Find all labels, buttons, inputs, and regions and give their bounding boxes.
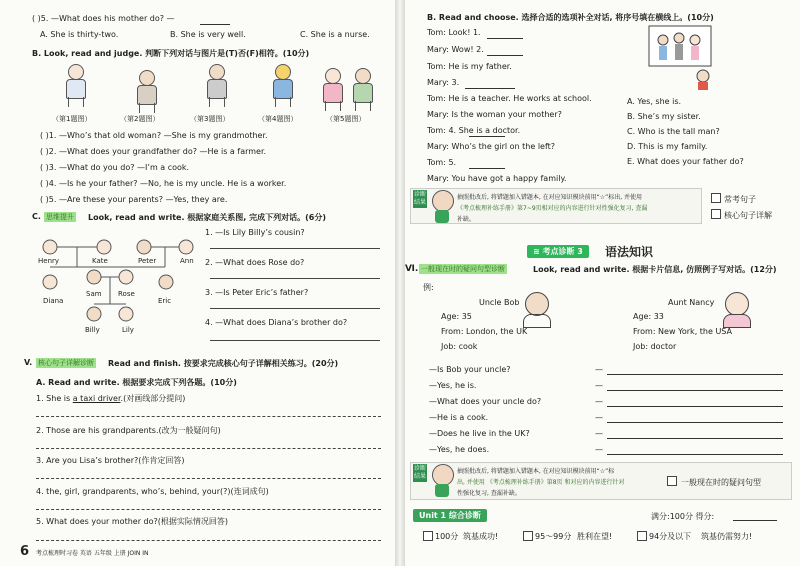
option-d: D. This is my family. (627, 142, 708, 151)
judge-item-1: ( )1. —Who’s that old woman? —She is my grandmother. (40, 131, 268, 140)
tree-diana: Diana (43, 297, 64, 305)
uncle-bob-avatar (521, 292, 551, 326)
card-2-age: Age: 33 (633, 312, 664, 321)
checkbox-label-2: 核心句子详解 (724, 211, 772, 220)
footer-text: 考点梳理时习卷 英语 五年级 上册 JOIN IN (36, 550, 149, 557)
grade-1-text: 筑基成功! (463, 532, 499, 541)
figure-farmer (126, 68, 166, 114)
judge-item-3: ( )3. —What do you do? —I’m a cook. (40, 163, 190, 172)
judge-item-4: ( )4. —Is he your father? —No, he is my uncle. He is a worker. (40, 179, 287, 188)
dialog-line-4: Mary: 3. (427, 78, 460, 87)
dialog-line-7: Tom: 4. She is a doctor. (427, 126, 521, 135)
book-gutter (395, 0, 405, 566)
checkbox[interactable] (423, 531, 433, 541)
example-line-5: —Does he live in the UK? (429, 429, 530, 438)
tree-rose: Rose (118, 290, 135, 298)
unit-tag: Unit 1 综合诊断 (413, 509, 487, 522)
section-c-tag: 思维提升 (46, 213, 74, 221)
grade-2-text: 胜利在望! (577, 532, 613, 541)
example-line-3: —What does your uncle do? (429, 397, 542, 406)
tree-question-2: 2. —What does Rose do? (205, 258, 305, 267)
tree-question-4: 4. —What does Diana’s brother do? (205, 318, 348, 327)
write-question-2: 2. Those are his grandparents.(改为一般疑问句) (36, 426, 221, 435)
option-c: C. Who is the tall man? (627, 127, 720, 136)
judge-item-2: ( )2. —What does your grandfather do? —He is a farmer. (40, 147, 267, 156)
tree-eric: Eric (158, 297, 172, 305)
option-b: B. She’s my sister. (627, 112, 701, 121)
diagnosis-stamp: 诊断结果 (413, 191, 426, 206)
answer-line[interactable] (36, 540, 381, 541)
card-1-job: Job: cook (441, 342, 478, 351)
card-1-from: From: London, the UK (441, 327, 528, 336)
answer-line[interactable] (487, 28, 523, 39)
diagnosis-text-2: 出, 并使用 《考点梳理补练手册》第8页 和对应的内容进行针对 (457, 479, 625, 486)
card-1-name: Uncle Bob (479, 298, 520, 307)
section-c-label: C. (32, 212, 41, 221)
answer-line[interactable] (465, 78, 515, 89)
page-number: 6 (20, 544, 30, 559)
family-photo-illustration (643, 24, 719, 90)
caption-1: （第1题图） (52, 115, 92, 123)
family-tree-lines (30, 232, 205, 332)
answer-line[interactable] (607, 390, 783, 391)
judge-item-5: ( )5. —Are these your parents? —Yes, they are. (40, 195, 228, 204)
dialog-line-5: Tom: He is a teacher. He works at school. (427, 94, 592, 103)
section-c-title: Look, read and write. 根据家庭关系图, 完成下列对话。(6分) (88, 213, 326, 222)
option-a: A. She is thirty-two. (40, 30, 119, 39)
section-v-num: V. (24, 358, 33, 367)
score-input[interactable] (733, 520, 777, 521)
answer-line[interactable] (210, 248, 380, 249)
option-c: C. She is a nurse. (300, 30, 370, 39)
dialog-line-2: Mary: Wow! 2. (427, 45, 484, 54)
diagnosis-text-1: 抽照批改后, 将错题加入错题本, 在对应知识模块前用“☆”标 (457, 468, 615, 475)
answer-line[interactable] (210, 340, 380, 341)
tree-question-1: 1. —Is Lily Billy’s cousin? (205, 228, 305, 237)
diagnosis-text-3: 性强化复习, 查漏补缺。 (457, 490, 521, 497)
answer-line[interactable] (469, 126, 505, 137)
example-label: 例: (423, 283, 434, 292)
tree-kate: Kate (92, 257, 108, 265)
section-b-title: B. Read and choose. 选择合适的选项补全对话, 将序号填在横线上。(10分) (427, 13, 714, 22)
answer-line[interactable] (607, 438, 783, 439)
answer-line[interactable] (607, 406, 783, 407)
right-page (405, 0, 800, 566)
option-e: E. What does your father do? (627, 157, 744, 166)
answer-line[interactable] (36, 478, 381, 479)
caption-3: （第3题图） (190, 115, 230, 123)
example-line-2: —Yes, he is. (429, 381, 477, 390)
score-label: 满分:100分 得分: (651, 512, 715, 521)
checkbox-label: 一般现在时的疑问句型 (681, 478, 761, 487)
grade-3-text: 筑基仍需努力! (701, 532, 753, 541)
dialog-line-1: Tom: Look! 1. (427, 28, 481, 37)
tree-sam: Sam (86, 290, 102, 298)
q5-question: ( )5. —What does his mother do? — (32, 14, 175, 23)
checkbox[interactable] (711, 193, 721, 203)
caption-5: （第5题图） (326, 115, 366, 123)
dash: — (595, 381, 603, 390)
dash: — (595, 445, 603, 454)
mascot-icon (429, 190, 455, 224)
caption-4: （第4题图） (258, 115, 298, 123)
aunt-nancy-avatar (721, 292, 751, 326)
answer-line[interactable] (469, 158, 505, 169)
figure-cook (196, 62, 236, 108)
tree-lily: Lily (122, 326, 134, 334)
write-question-4: 4. the, girl, grandparents, who’s, behind, your(?)(连词成句) (36, 487, 269, 496)
answer-line[interactable] (36, 448, 381, 449)
mascot-icon (429, 464, 455, 498)
answer-line[interactable] (607, 422, 783, 423)
answer-line[interactable] (487, 45, 523, 56)
section-title: 语法知识 (605, 245, 654, 259)
section-v-tag: 核心句子详解诊断 (38, 359, 94, 367)
tree-henry: Henry (38, 257, 60, 265)
diagnosis-text-1: 抽照批改后, 将错题加入错题本, 在对应知识模块前用“☆”标出, 并使用 (457, 194, 643, 201)
section-a-title: A. Read and write. 根据要求完成下列各题。(10分) (36, 378, 237, 387)
tree-peter: Peter (138, 257, 157, 265)
dialog-line-8: Mary: Who’s the girl on the left? (427, 142, 556, 151)
dash: — (595, 429, 603, 438)
answer-line[interactable] (36, 509, 381, 510)
card-1-age: Age: 35 (441, 312, 472, 321)
answer-line[interactable] (607, 454, 783, 455)
answer-line[interactable] (607, 374, 783, 375)
dialog-line-3: Tom: He is my father. (427, 62, 512, 71)
dialog-line-10: Mary: You have got a happy family. (427, 174, 567, 183)
tree-billy: Billy (85, 326, 100, 334)
answer-line[interactable] (210, 278, 380, 279)
section-v-title: Read and finish. 按要求完成核心句子详解相关练习。(20分) (108, 359, 339, 368)
caption-2: （第2题图） (120, 115, 160, 123)
write-question-3: 3. Are you Lisa’s brother?(作肯定回答) (36, 456, 185, 465)
example-line-1: —Is Bob your uncle? (429, 365, 511, 374)
figure-woman (55, 62, 95, 108)
answer-line[interactable] (36, 416, 381, 417)
dash: — (595, 397, 603, 406)
section-badge: ≋ 考点诊断 3 (527, 245, 589, 258)
figure-parent-2 (342, 66, 382, 112)
dialog-line-9: Tom: 5. (427, 158, 457, 167)
dash: — (595, 365, 603, 374)
diagnosis-text-2: 《考点梳理补练手册》第7~9页相对应的内容进行针对性强化复习, 查漏 (457, 205, 648, 212)
section-b-title: B. Look, read and judge. 判断下列对话与图片是(T)否(F)相符。(10分) (32, 49, 310, 58)
figure-worker (262, 62, 302, 108)
write-question-1: 1. She is a taxi driver.(对画线部分提问) (36, 394, 186, 403)
example-line-6: —Yes, he does. (429, 445, 490, 454)
dash: — (595, 413, 603, 422)
section-vi-title: Look, read and write. 根据卡片信息, 仿照例子写对话。(12分) (533, 265, 777, 274)
tree-question-3: 3. —Is Peter Eric’s father? (205, 288, 309, 297)
option-a: A. Yes, she is. (627, 97, 682, 106)
checkbox[interactable] (523, 531, 533, 541)
diagnosis-stamp: 诊断结果 (413, 465, 426, 480)
section-vi-num: Ⅵ. (405, 264, 419, 274)
card-2-job: Job: doctor (633, 342, 677, 351)
card-2-name: Aunt Nancy (668, 298, 715, 307)
section-vi-tag: 一般现在时的疑问句型诊断 (421, 265, 505, 273)
card-2-from: From: New York, the USA (633, 327, 733, 336)
grade-2-score: 95～99分 (535, 532, 572, 541)
option-b: B. She is very well. (170, 30, 246, 39)
checkbox-label-1: 常考句子 (724, 195, 756, 204)
answer-line[interactable] (200, 14, 230, 25)
grade-1-score: 100分 (435, 532, 459, 541)
answer-line[interactable] (210, 308, 380, 309)
tree-ann: Ann (180, 257, 194, 265)
diagnosis-text-3: 补缺。 (457, 216, 476, 223)
checkbox[interactable] (711, 209, 721, 219)
grade-3-score: 94分及以下 (649, 532, 692, 541)
write-question-5: 5. What does your mother do?(根据实际情况回答) (36, 517, 228, 526)
checkbox[interactable] (667, 476, 677, 486)
example-line-4: —He is a cook. (429, 413, 489, 422)
checkbox[interactable] (637, 531, 647, 541)
dialog-line-6: Mary: Is the woman your mother? (427, 110, 562, 119)
left-page (0, 0, 395, 566)
